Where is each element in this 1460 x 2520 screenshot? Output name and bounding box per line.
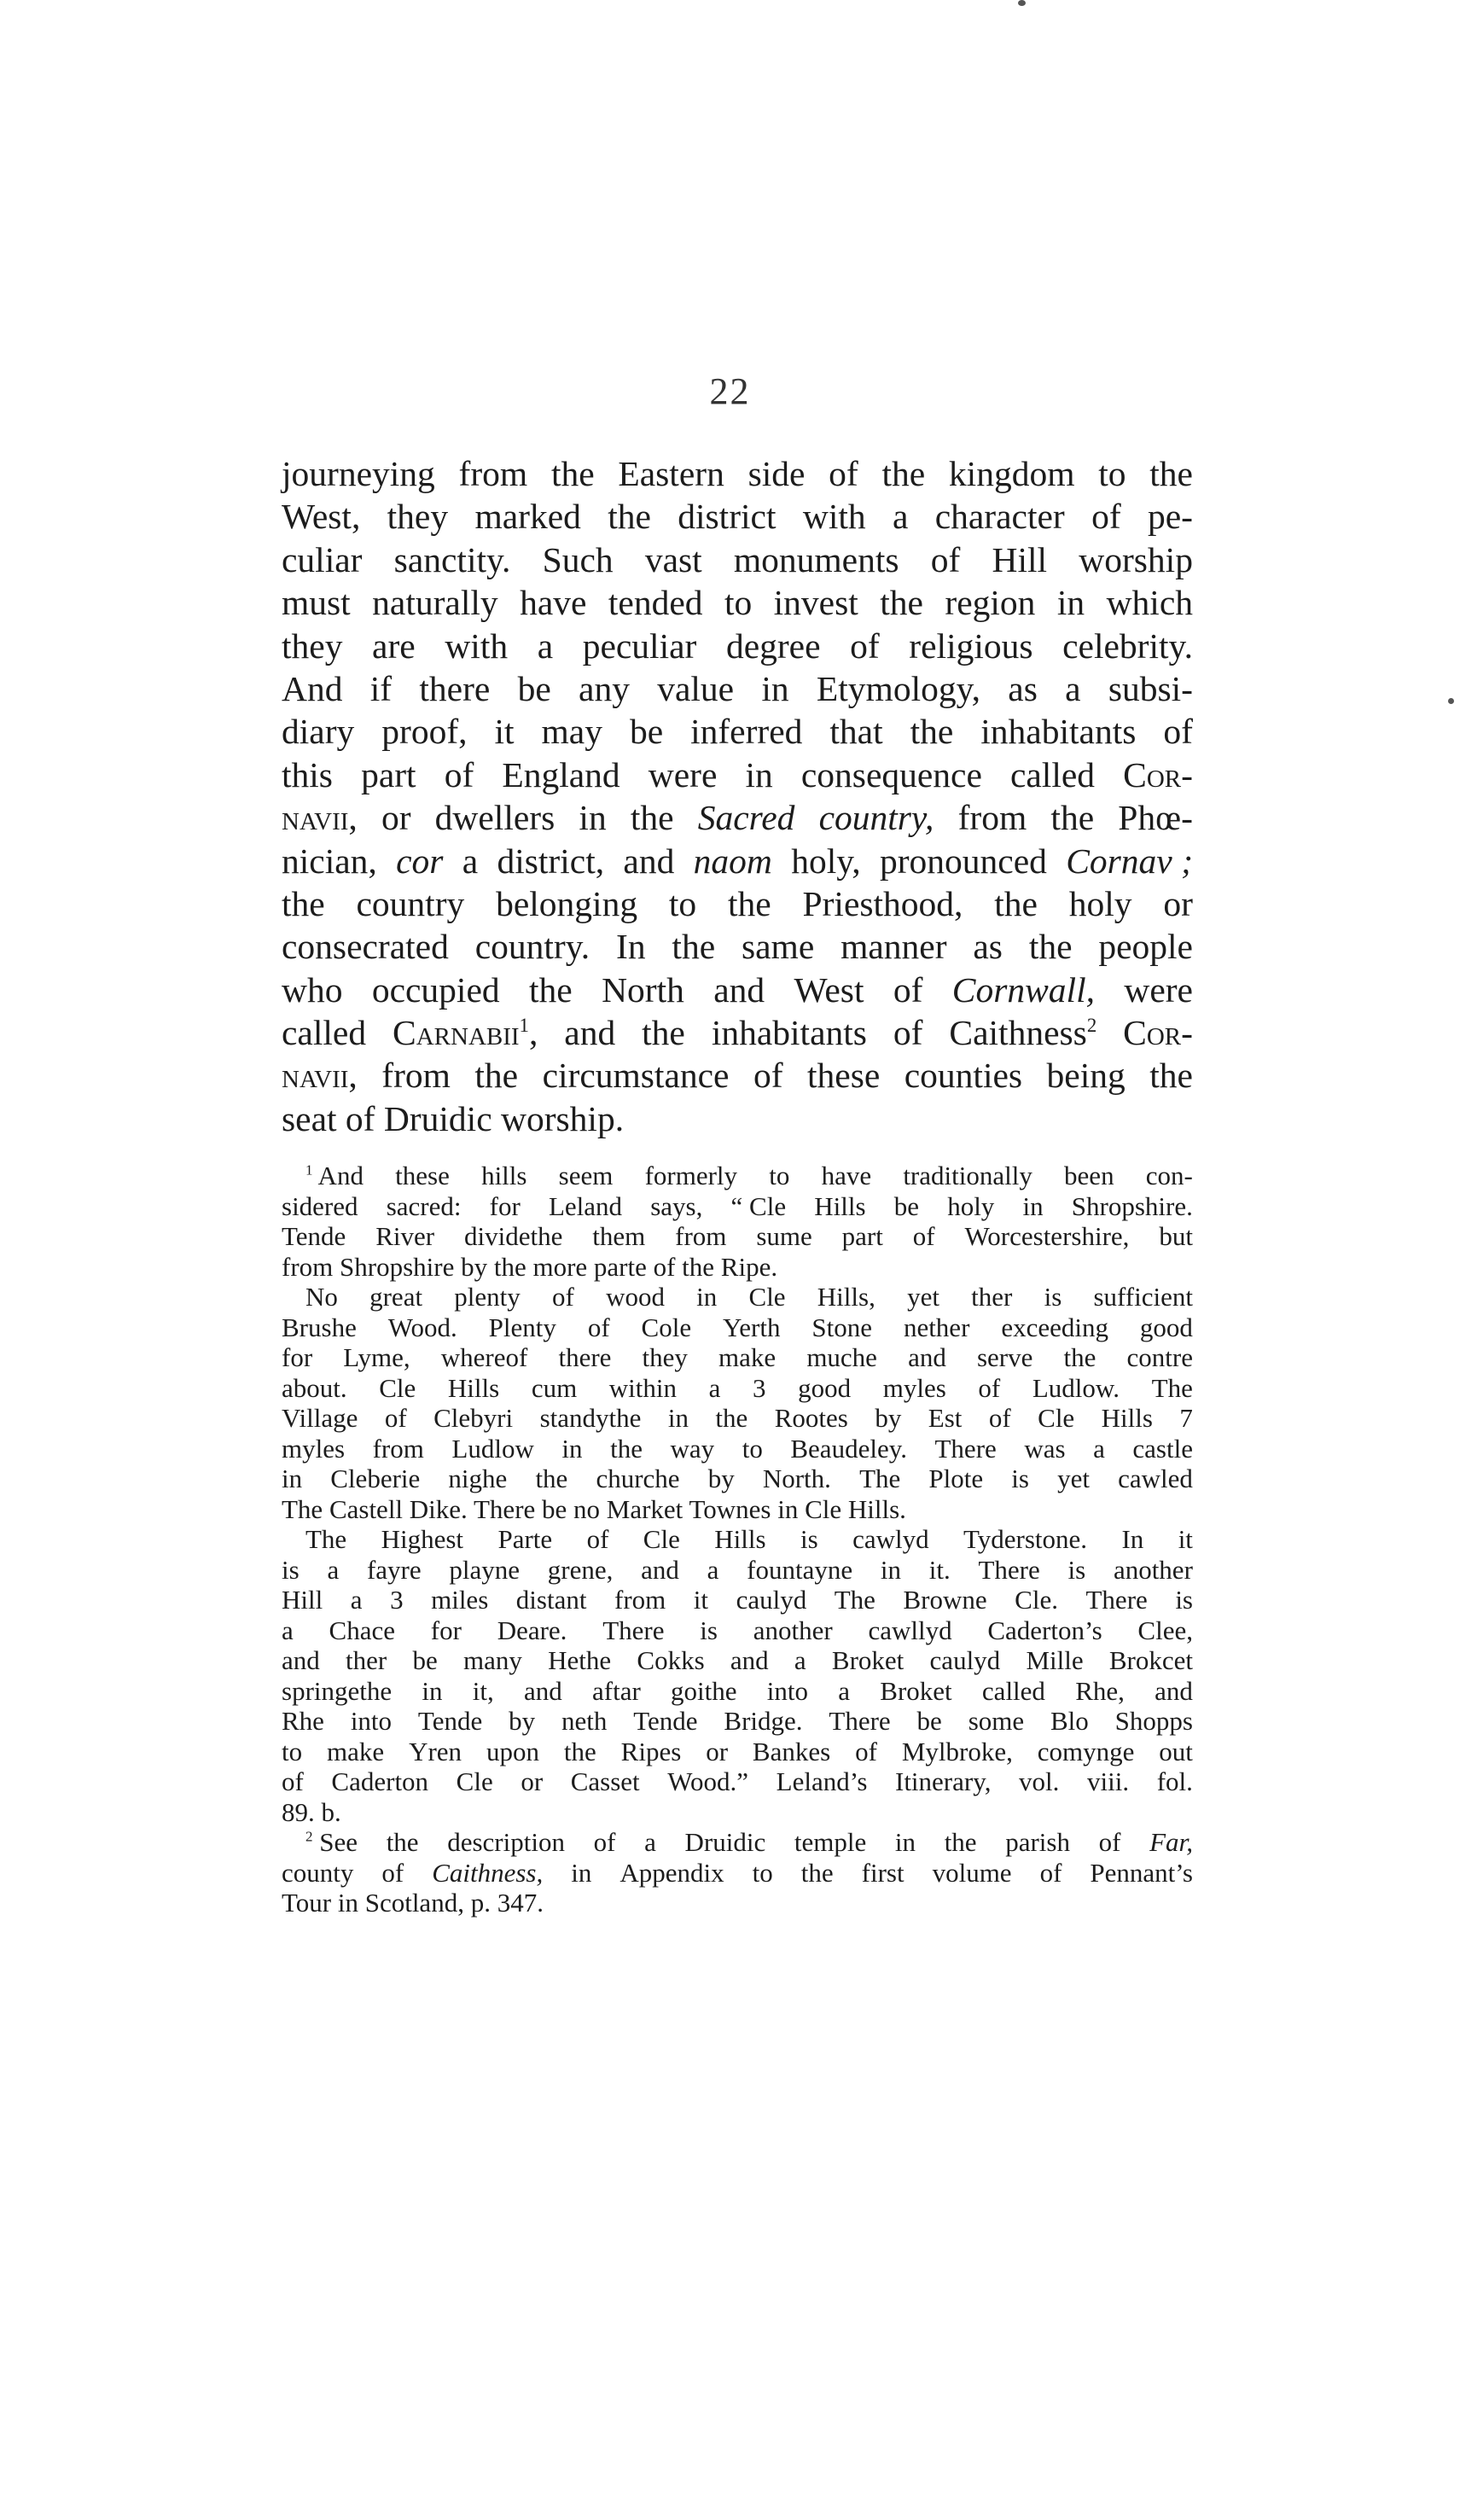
footnote-line: 89. b.: [282, 1796, 341, 1827]
body-line: navii, from the circumstance of these counties being the: [282, 1056, 1193, 1096]
footnote-line: to make Yren upon the Ripes or Bankes of Mylbroke, comynge out: [282, 1736, 1193, 1766]
footnote-line: Tour in Scotland, p. 347.: [282, 1888, 544, 1918]
ink-speck-top: [1018, 0, 1026, 6]
footnote-line: Rhe into Tende by neth Tende Bridge. There be some Blo Shopps: [282, 1706, 1193, 1736]
footnote-line: of Caderton Cle or Casset Wood.” Leland’s Itinerary, vol. viii. fol.: [282, 1766, 1193, 1796]
footnote-line: is a fayre playne grene, and a fountayne in it. There is another: [282, 1554, 1193, 1585]
footnote-line: and ther be many Hethe Cokks and a Broket caulyd Mille Brokcet: [282, 1645, 1193, 1675]
main-text: [282, 452, 1193, 1140]
body-line: journeying from the Eastern side of the kingdom to the: [282, 454, 1193, 493]
footnote-line: Brushe Wood. Plenty of Cole Yerth Stone nether exceeding good: [282, 1312, 1193, 1342]
body-line: this part of England were in consequence called Cor-: [282, 754, 1193, 794]
footnotes: [282, 1161, 1193, 1918]
page-number: 22: [709, 370, 751, 412]
body-line: navii, or dwellers in the Sacred country, from the Phœ-: [282, 798, 1193, 838]
body-line: diary proof, it may be inferred that the inhabitants of: [282, 712, 1193, 752]
ink-speck-margin: [1448, 698, 1454, 704]
footnote-line: Tende River dividethe them from sume part of Worcestershire, but: [282, 1221, 1193, 1251]
footnote-line: about. Cle Hills cum within a 3 good myles of Ludlow. The: [282, 1372, 1193, 1403]
body-line: must naturally have tended to invest the region in which: [282, 583, 1193, 623]
body-line: West, they marked the district with a character of pe-: [282, 497, 1193, 537]
footnote-line: myles from Ludlow in the way to Beaudeley. There was a castle: [282, 1433, 1193, 1464]
body-line: And if there be any value in Etymology, as a subsi-: [282, 668, 1193, 708]
body-line: consecrated country. In the same manner as the people: [282, 927, 1193, 967]
footnote-line: Village of Clebyri standythe in the Rootes by Est of Cle Hills 7: [282, 1403, 1193, 1433]
footnote-line: springethe in it, and aftar goithe into a Broket called Rhe, and: [282, 1675, 1193, 1706]
body-line: called Carnabii$^1$, and the inhabitants of Caithness$^2$ Cor-: [282, 1013, 1193, 1053]
body-line: seat of Druidic worship.: [282, 1098, 625, 1138]
footnote-line: for Lyme, whereof there they make muche and serve the contre: [282, 1342, 1193, 1372]
footnote-line: a Chace for Deare. There is another cawllyd Caderton’s Clee,: [282, 1615, 1193, 1645]
body-line: they are with a peculiar degree of religious celebrity.: [282, 626, 1193, 666]
footnote-line: sidered sacred: for Leland says, “ Cle Hills be holy in Shropshire.: [282, 1190, 1193, 1221]
footnote-line: No great plenty of wood in Cle Hills, yet ther is sufficient: [305, 1282, 1193, 1312]
footnote-line: Hill a 3 miles distant from it caulyd The Browne Cle. There is: [282, 1585, 1193, 1615]
body-line: the country belonging to the Priesthood, the holy or: [282, 883, 1193, 923]
footnote-line: The Highest Parte of Cle Hills is cawlyd Tyderstone. In it: [305, 1524, 1193, 1554]
footnote-line: county of Caithness, in Appendix to the first volume of Pennant’s: [282, 1857, 1193, 1888]
footnote-line: The Castell Dike. There be no Market Townes in Cle Hills.: [282, 1493, 906, 1524]
footnote-line: from Shropshire by the more parte of the Ripe.: [282, 1251, 778, 1282]
footnote-line: $^2$ See the description of a Druidic temple in the parish of Far,: [305, 1827, 1193, 1857]
body-line: culiar sanctity. Such vast monuments of Hill worship: [282, 539, 1193, 579]
footnote-line: in Cleberie nighe the churche by North. The Plote is yet cawled: [282, 1464, 1193, 1493]
body-line: nician, cor a district, and naom holy, pronounced Cornav ;: [282, 841, 1193, 881]
footnote-line: $^1$ And these hills seem formerly to have traditionally been con-: [305, 1161, 1193, 1190]
body-line: who occupied the North and West of Cornwall, were: [282, 969, 1193, 1010]
